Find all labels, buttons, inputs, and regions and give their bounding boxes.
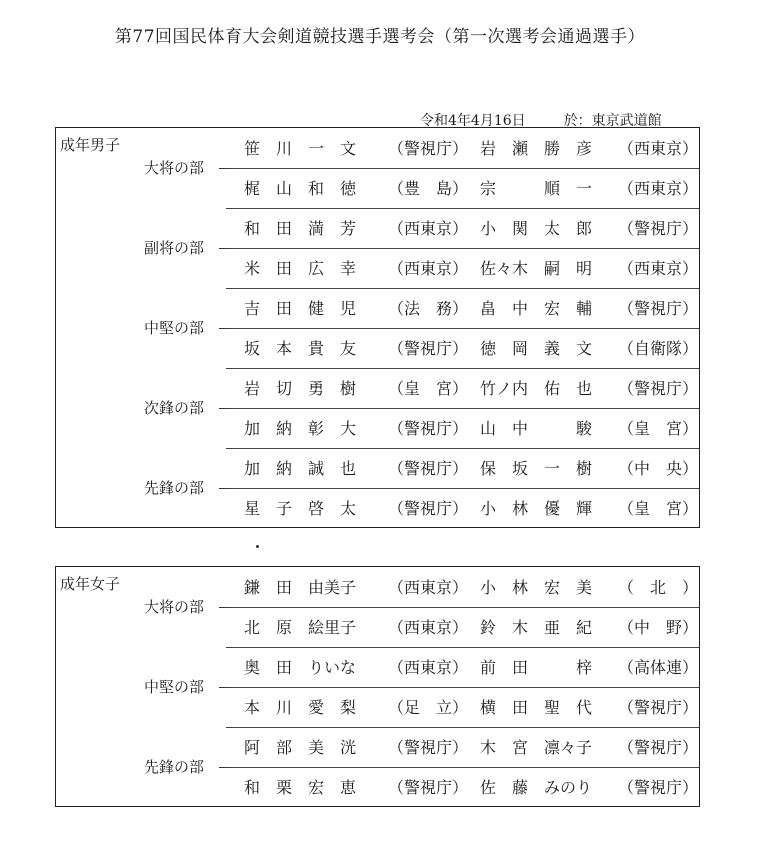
athlete-name: 阿 部 美 洸 <box>244 738 357 757</box>
athlete-name: 笹 川 一 文 <box>244 139 357 158</box>
athlete-affiliation: （西東京） <box>388 219 469 238</box>
athlete-affiliation: （皇 宮） <box>618 419 699 438</box>
athlete-affiliation: （警視庁） <box>388 499 469 518</box>
athlete-name: 小 関 太 郎 <box>480 219 593 238</box>
category-label: 成年男子 <box>60 136 121 154</box>
event-date: 令和4年4月16日 <box>420 113 526 129</box>
athlete-affiliation: （高体連） <box>618 658 699 677</box>
athlete-name: 加 納 彰 大 <box>244 419 357 438</box>
athlete-row <box>244 168 699 208</box>
athlete-affiliation: （警視庁） <box>388 459 469 478</box>
athlete-affiliation: （中 央） <box>618 459 699 478</box>
athlete-row <box>244 128 699 168</box>
athlete-affiliation: （警視庁） <box>388 339 469 358</box>
athlete-row <box>244 368 699 408</box>
athlete-affiliation: （警視庁） <box>388 419 469 438</box>
athlete-affiliation: （皇 宮） <box>388 379 469 398</box>
athlete-name: 宗 順 一 <box>480 179 593 198</box>
document-title: 第77回国民体育大会剣道競技選手選考会（第一次選考会通過選手） <box>114 27 646 47</box>
athlete-affiliation: （西東京） <box>618 139 699 158</box>
athlete-name: 岩 瀬 勝 彦 <box>480 139 593 158</box>
athlete-affiliation: （警視庁） <box>388 139 469 158</box>
athlete-row <box>244 448 699 488</box>
athlete-affiliation: （法 務） <box>388 299 469 318</box>
athlete-name: 鎌 田 由美子 <box>244 578 357 597</box>
division-label: 先鋒の部 <box>144 479 205 497</box>
athlete-name: 本 川 愛 梨 <box>244 698 357 717</box>
men-section-box <box>55 127 700 528</box>
athlete-affiliation: （皇 宮） <box>618 499 699 518</box>
athlete-name: 加 納 誠 也 <box>244 459 357 478</box>
division-label: 大将の部 <box>144 159 205 177</box>
athlete-name: 佐々木 嗣 明 <box>480 259 593 278</box>
athlete-name: 木 宮 凛々子 <box>480 738 593 757</box>
athlete-affiliation: （中 野） <box>618 618 699 637</box>
athlete-name: 和 栗 宏 恵 <box>244 778 357 797</box>
athlete-name: 奥 田 りいな <box>244 658 357 677</box>
stray-dot <box>256 545 259 548</box>
division-label: 大将の部 <box>144 598 205 616</box>
athlete-affiliation: （西東京） <box>388 259 469 278</box>
athlete-affiliation: （足 立） <box>388 698 469 717</box>
athlete-row <box>244 647 699 687</box>
athlete-row <box>244 408 699 448</box>
athlete-name: 佐 藤 みのり <box>480 778 593 797</box>
athlete-affiliation: （警視庁） <box>388 778 469 797</box>
athlete-row <box>244 328 699 368</box>
athlete-affiliation: （警視庁） <box>618 698 699 717</box>
athlete-row <box>244 288 699 328</box>
athlete-affiliation: （ 北 ） <box>618 578 699 597</box>
athlete-row <box>244 248 699 288</box>
athlete-name: 米 田 広 幸 <box>244 259 357 278</box>
athlete-name: 横 田 聖 代 <box>480 698 593 717</box>
athlete-name: 岩 切 勇 樹 <box>244 379 357 398</box>
athlete-name: 徳 岡 義 文 <box>480 339 593 358</box>
athlete-row <box>244 567 699 607</box>
athlete-name: 畠 中 宏 輔 <box>480 299 593 318</box>
athlete-name: 竹ノ内 佑 也 <box>480 379 593 398</box>
athlete-affiliation: （警視庁） <box>388 738 469 757</box>
athlete-row <box>244 727 699 767</box>
athlete-affiliation: （警視庁） <box>618 379 699 398</box>
athlete-affiliation: （警視庁） <box>618 219 699 238</box>
category-label: 成年女子 <box>60 575 121 593</box>
event-venue: 於：東京武道館 <box>563 113 662 129</box>
athlete-affiliation: （警視庁） <box>618 778 699 797</box>
athlete-name: 鈴 木 亜 紀 <box>480 618 593 637</box>
athlete-name: 前 田 梓 <box>480 658 593 677</box>
athlete-row <box>244 208 699 248</box>
women-section-box <box>55 566 700 807</box>
athlete-name: 小 林 優 輝 <box>480 499 593 518</box>
athlete-row <box>244 767 699 807</box>
athlete-affiliation: （西東京） <box>618 259 699 278</box>
athlete-affiliation: （西東京） <box>388 618 469 637</box>
division-label: 中堅の部 <box>144 678 205 696</box>
athlete-affiliation: （自衛隊） <box>618 339 699 358</box>
athlete-row <box>244 488 699 528</box>
athlete-name: 梶 山 和 徳 <box>244 179 357 198</box>
athlete-affiliation: （西東京） <box>388 658 469 677</box>
athlete-affiliation: （豊 島） <box>388 179 469 198</box>
division-label: 次鋒の部 <box>144 399 205 417</box>
athlete-name: 和 田 満 芳 <box>244 219 357 238</box>
athlete-affiliation: （西東京） <box>388 578 469 597</box>
athlete-name: 北 原 絵里子 <box>244 618 357 637</box>
athlete-name: 星 子 啓 太 <box>244 499 357 518</box>
athlete-affiliation: （西東京） <box>618 179 699 198</box>
athlete-name: 吉 田 健 児 <box>244 299 357 318</box>
athlete-name: 山 中 駿 <box>480 419 593 438</box>
division-label: 中堅の部 <box>144 319 205 337</box>
athlete-row <box>244 607 699 647</box>
athlete-name: 小 林 宏 美 <box>480 578 593 597</box>
division-label: 副将の部 <box>144 239 205 257</box>
athlete-row <box>244 687 699 727</box>
athlete-affiliation: （警視庁） <box>618 299 699 318</box>
athlete-name: 坂 本 貴 友 <box>244 339 357 358</box>
division-label: 先鋒の部 <box>144 758 205 776</box>
athlete-name: 保 坂 一 樹 <box>480 459 593 478</box>
athlete-affiliation: （警視庁） <box>618 738 699 757</box>
